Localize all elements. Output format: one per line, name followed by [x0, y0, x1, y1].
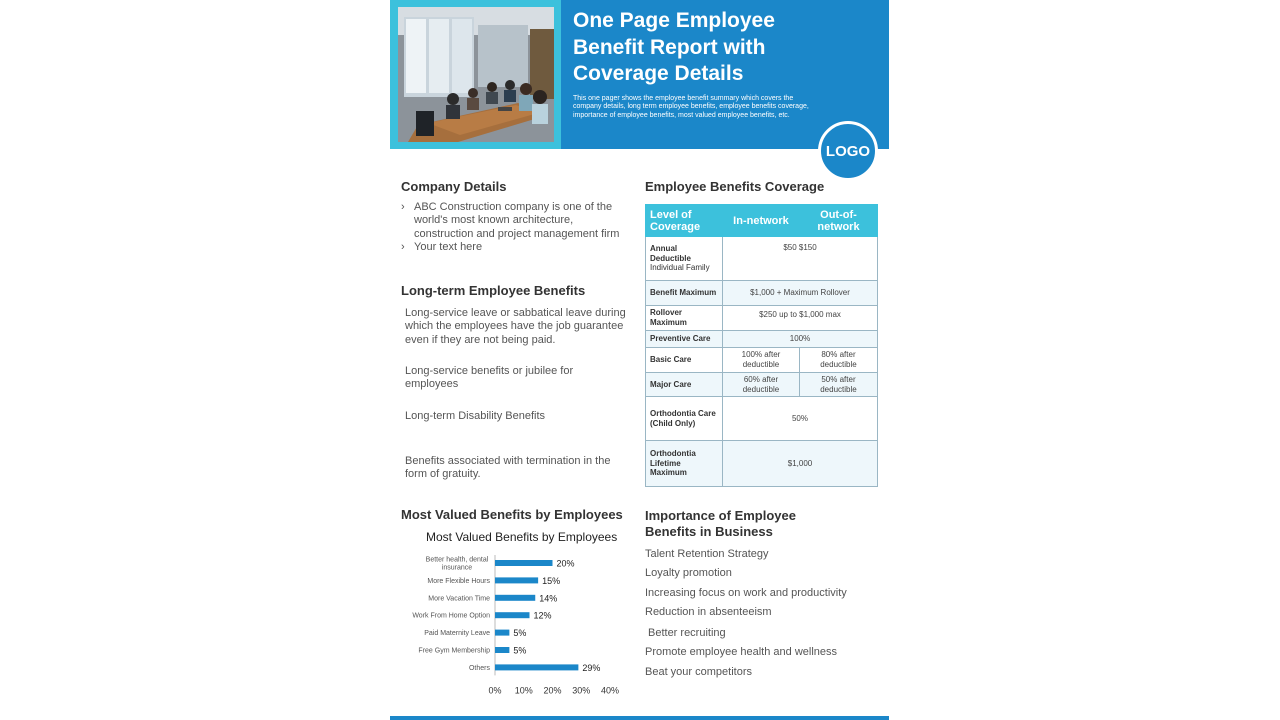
table-row — [646, 397, 878, 441]
list-item — [401, 241, 626, 254]
table-row — [646, 348, 878, 373]
longterm-benefit-item: Long-service leave or sabbatical leave during which the employees have the job guarantee even if they are not being paid. — [405, 307, 626, 346]
table-row — [646, 237, 878, 281]
conference-room-photo-drawing — [398, 7, 554, 142]
coverage-value: $1,000 — [723, 441, 878, 487]
longterm-benefits-heading: Long-term Employee Benefits — [401, 283, 586, 298]
report-title-line: One Page Employee — [573, 9, 775, 32]
logo-badge: LOGO — [818, 121, 878, 181]
chart-data-label: 5% — [513, 645, 527, 656]
company-details-list — [401, 201, 626, 254]
chart-tick-label: 10% — [514, 685, 533, 696]
coverage-level: Basic Care — [646, 348, 723, 373]
report-page — [390, 0, 889, 720]
report-title-line: Coverage Details — [573, 62, 744, 85]
longterm-benefit-item: Long-term Disability Benefits — [405, 410, 546, 422]
list-item-text: ABC Construction company is one of the world's most known architecture, construction and project management firm — [414, 201, 620, 240]
coverage-out-network: 50% after deductible — [799, 373, 877, 397]
importance-item: Promote employee health and wellness — [645, 646, 838, 658]
chart-title: Most Valued Benefits by Employees — [426, 530, 618, 544]
bullet-arrow-icon: › — [401, 201, 405, 213]
intro-line: This one pager shows the employee benefit summary which covers the — [573, 95, 794, 102]
list-item-text: Your text here — [414, 240, 483, 253]
longterm-benefit-item: Long-service benefits or jubilee for employees — [405, 365, 574, 391]
coverage-level: Benefit Maximum — [646, 281, 723, 306]
chart-bar — [495, 630, 509, 636]
chart-bar — [495, 612, 530, 618]
chart-bar — [495, 647, 509, 653]
chart-data-label: 29% — [582, 662, 601, 673]
importance-item: Increasing focus on work and productivity — [645, 587, 847, 599]
chart-category-label: Others — [468, 664, 490, 672]
coverage-table — [645, 204, 878, 487]
importance-item: Better recruiting — [648, 627, 726, 639]
column-header: Level of Coverage — [646, 205, 723, 237]
chart-bar — [495, 560, 553, 566]
table-row — [646, 441, 878, 487]
chart-category-label: Paid Maternity Leave — [424, 630, 490, 638]
chart-bar — [495, 664, 578, 670]
longterm-benefit-item: Benefits associated with termination in the form of gratuity. — [405, 455, 611, 481]
intro-line: importance of employee benefits, most valued employee benefits, etc. — [573, 111, 790, 119]
table-row — [646, 331, 878, 348]
chart-category-label: Better health, dental — [425, 556, 489, 564]
importance-heading-line: Importance of Employee — [645, 508, 796, 523]
coverage-in-network: 100% after deductible — [723, 348, 800, 373]
coverage-level: Orthodontia Lifetime Maximum — [646, 441, 723, 487]
coverage-level-sub: Individual Family — [650, 263, 710, 273]
photo-frame — [390, 0, 561, 149]
report-title-line: Benefit Report with — [573, 35, 766, 59]
column-header: Out-of-network — [799, 205, 877, 237]
bottom-bar — [390, 716, 889, 720]
coverage-value: 50% — [723, 397, 878, 441]
coverage-in-network: 60% after deductible — [723, 373, 800, 397]
chart-bar — [495, 595, 535, 601]
chart-category-label: Work From Home Option — [412, 612, 490, 620]
coverage-level: Orthodontia Care (Child Only) — [646, 397, 723, 441]
chart-tick-label: 20% — [543, 685, 562, 696]
chart-category-label: More Flexible Hours — [427, 577, 490, 585]
chart-data-label: 20% — [556, 558, 575, 569]
chart-data-label: 15% — [542, 575, 561, 586]
chart-tick-label: 0% — [488, 685, 502, 696]
importance-heading-line: Benefits in Business — [645, 524, 773, 539]
table-row — [646, 373, 878, 397]
chart-category-label: More Vacation Time — [428, 595, 490, 603]
coverage-level: Annual Deductible — [650, 244, 691, 263]
report-intro — [573, 95, 863, 120]
table-row — [646, 306, 878, 331]
chart-data-label: 5% — [513, 628, 527, 639]
list-item — [401, 201, 626, 241]
coverage-value-text: $50 $150 — [783, 243, 817, 252]
coverage-level-cell — [646, 237, 723, 281]
coverage-value — [723, 237, 878, 281]
coverage-level: Preventive Care — [646, 331, 723, 348]
importance-item: Reduction in absenteeism — [645, 606, 772, 618]
conference-room-photo — [398, 7, 554, 142]
coverage-out-network: 80% after deductible — [799, 348, 877, 373]
chart-bar — [495, 577, 538, 583]
chart-tick-label: 30% — [572, 685, 591, 696]
valued-benefits-heading: Most Valued Benefits by Employees — [401, 507, 623, 522]
valued-benefits-chart — [390, 548, 630, 698]
coverage-level: Rollover Maximum — [646, 306, 723, 331]
table-header-row — [646, 205, 878, 237]
chart-category-label: Free Gym Membership — [418, 647, 490, 655]
intro-line: company details, long term employee benefits, employee benefits coverage, — [573, 103, 809, 111]
chart-category-label: insurance — [441, 564, 473, 572]
bullet-arrow-icon: › — [401, 240, 405, 253]
chart-tick-label: 40% — [600, 685, 620, 696]
importance-item: Loyalty promotion — [645, 567, 732, 579]
coverage-heading: Employee Benefits Coverage — [645, 179, 825, 194]
coverage-level: Major Care — [646, 373, 723, 397]
coverage-value: $250 up to $1,000 max — [723, 306, 878, 331]
chart-data-label: 14% — [539, 593, 558, 604]
column-header: In-network — [723, 205, 800, 237]
chart-data-label: 12% — [533, 610, 552, 621]
coverage-value: 100% — [723, 331, 878, 348]
header-banner — [390, 0, 889, 160]
importance-item: Beat your competitors — [645, 666, 752, 678]
importance-heading — [645, 508, 796, 540]
coverage-value: $1,000 + Maximum Rollover — [723, 281, 878, 306]
report-title — [573, 8, 873, 88]
importance-item: Talent Retention Strategy — [645, 548, 769, 560]
table-row — [646, 281, 878, 306]
company-details-heading: Company Details — [401, 179, 507, 194]
